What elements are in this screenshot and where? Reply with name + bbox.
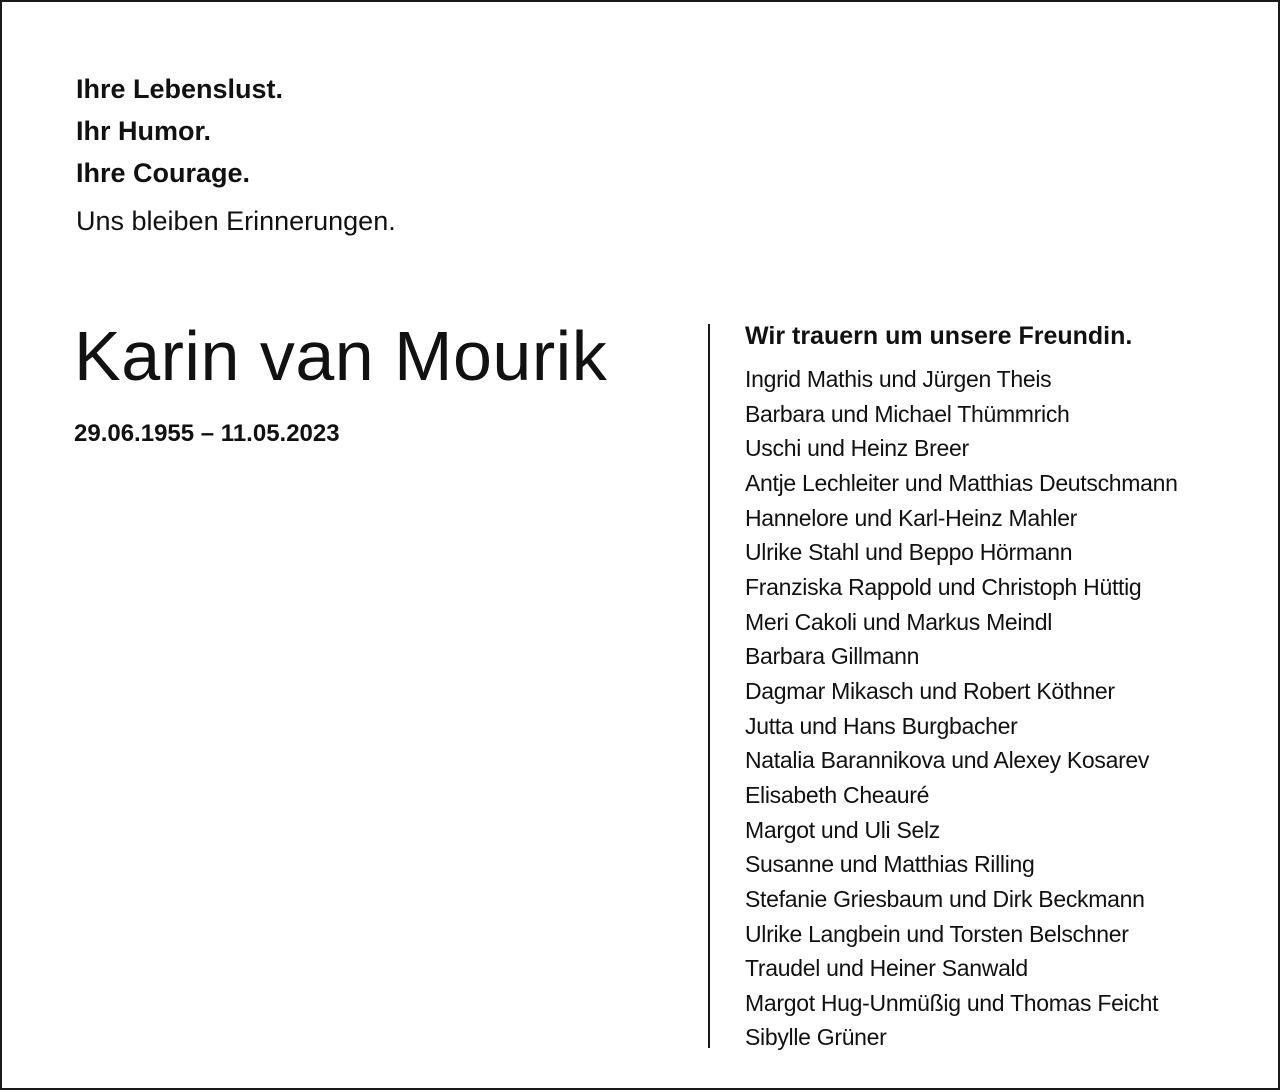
mourner-name: Franziska Rappold und Christoph Hüttig bbox=[745, 573, 1142, 600]
vertical-divider bbox=[708, 324, 710, 1048]
mourner-name: Natalia Barannikova und Alexey Kosarev bbox=[745, 747, 1150, 774]
mourner-name: Ingrid Mathis und Jürgen Theis bbox=[745, 366, 1052, 392]
mourner-name: Barbara Gillmann bbox=[745, 643, 920, 670]
mourner-name: Margot und Uli Selz bbox=[745, 816, 940, 843]
mourners-heading: Wir trauern um unsere Freundin. bbox=[745, 322, 1133, 350]
mourner-name: Jutta und Hans Burgbacher bbox=[745, 712, 1018, 739]
mourner-name: Stefanie Griesbaum und Dirk Beckmann bbox=[745, 885, 1145, 912]
intro-line: Ihr Humor. bbox=[76, 116, 212, 146]
mourner-name: Antje Lechleiter und Matthias Deutschmann bbox=[745, 469, 1178, 496]
intro-line: Ihre Courage. bbox=[76, 158, 251, 188]
mourner-name: Susanne und Matthias Rilling bbox=[745, 851, 1035, 878]
mourner-name: Meri Cakoli und Markus Meindl bbox=[745, 608, 1053, 635]
mourner-name: Hannelore und Karl-Heinz Mahler bbox=[745, 504, 1078, 531]
mourner-list bbox=[745, 362, 1178, 1055]
mourner-name: Margot Hug-Unmüßig und Thomas Feicht bbox=[745, 989, 1159, 1016]
intro-line: Ihre Lebenslust. bbox=[76, 74, 284, 104]
mourner-name: Ulrike Langbein und Torsten Belschner bbox=[745, 920, 1129, 947]
mourners-section bbox=[745, 318, 1178, 1055]
life-dates: 29.06.1955 – 11.05.2023 bbox=[74, 420, 340, 447]
mourner-name: Dagmar Mikasch und Robert Köthner bbox=[745, 677, 1115, 704]
intro-closing: Uns bleiben Erinnerungen. bbox=[76, 206, 396, 236]
mourner-name: Ulrike Stahl und Beppo Hörmann bbox=[745, 539, 1073, 566]
mourner-name: Sibylle Grüner bbox=[745, 1024, 887, 1051]
intro-text bbox=[76, 68, 396, 242]
mourner-name: Uschi und Heinz Breer bbox=[745, 435, 969, 462]
mourner-name: Traudel und Heiner Sanwald bbox=[745, 955, 1028, 982]
mourner-name: Barbara und Michael Thümmrich bbox=[745, 400, 1070, 427]
deceased-name: Karin van Mourik bbox=[74, 317, 608, 395]
mourner-name: Elisabeth Cheauré bbox=[745, 781, 930, 808]
